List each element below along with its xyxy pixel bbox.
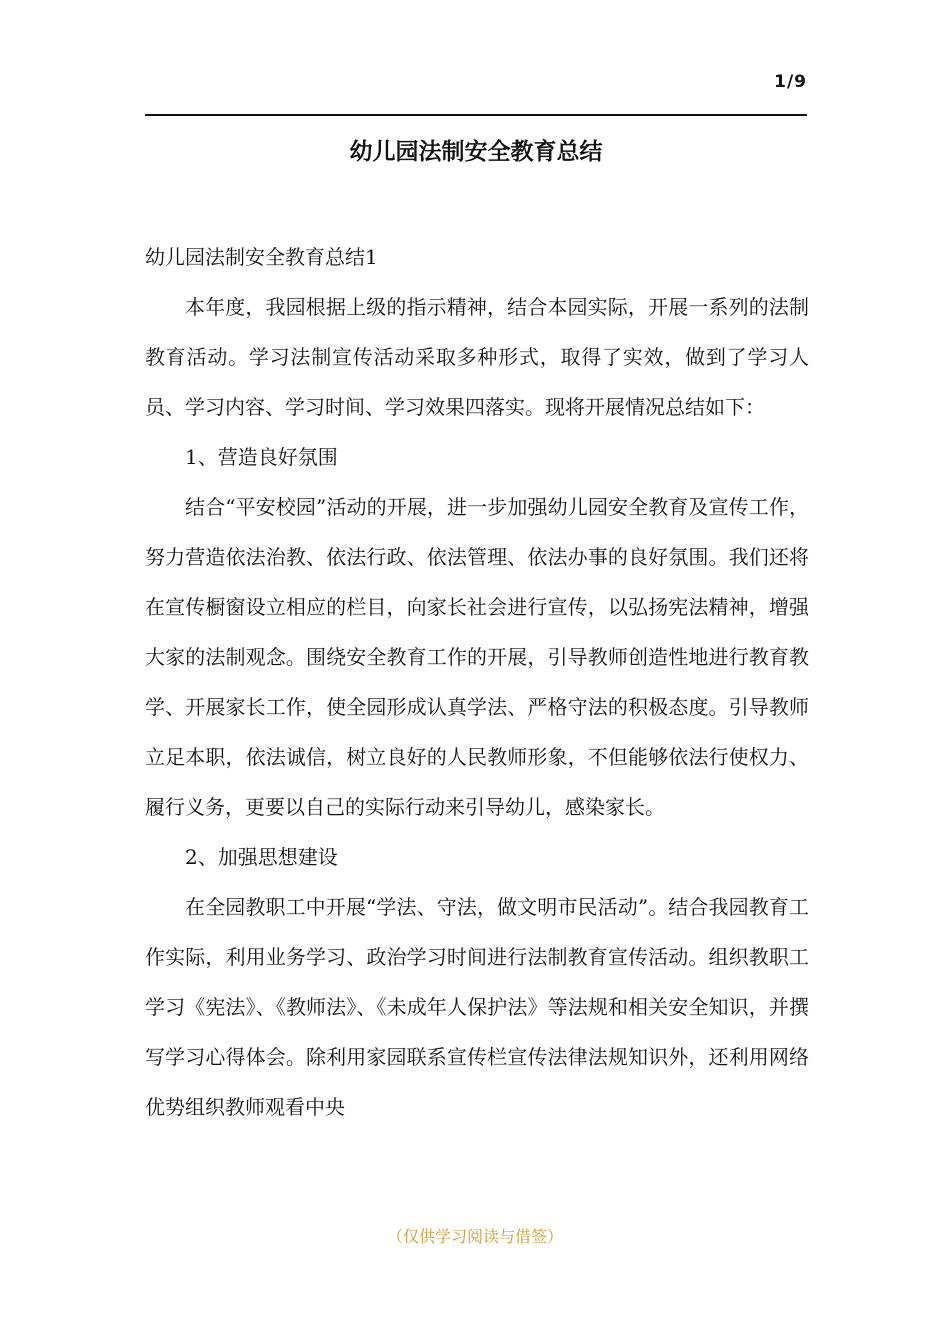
document-body (145, 232, 809, 1132)
section-heading-2: 2、加强思想建设 (185, 845, 338, 869)
section-heading-1: 1、营造良好氛围 (185, 445, 338, 469)
section-subtitle: 幼儿园法制安全教育总结1 (145, 245, 378, 269)
page-number: 1/9 (774, 72, 807, 92)
paragraph-ideology: 在全园教职工中开展“学法、守法，做文明市民活动”。结合我园教育工作实际，利用业务学习、政治学习时间进行法制教育宣传活动。组织教职工学习《宪法》、《教师法》、《未成年人保护法》等法规和相关安全知识，并撰写学习心得体会。除利用家园联系宣传栏宣传法律法规知识外，还利用网络优势组织教师观看中央 (145, 895, 809, 1119)
header-divider (145, 114, 807, 116)
document-title: 幼儿园法制安全教育总结 (349, 139, 603, 165)
footer-note: （仅供学习阅读与借签） (386, 1227, 563, 1246)
paragraph-intro: 本年度，我园根据上级的指示精神，结合本园实际，开展一系列的法制教育活动。学习法制宣传活动采取多种形式，取得了实效，做到了学习人员、学习内容、学习时间、学习效果四落实。现将开展情况总结如下： (145, 295, 809, 419)
paragraph-atmosphere: 结合“平安校园”活动的开展，进一步加强幼儿园安全教育及宣传工作，努力营造依法治教、依法行政、依法管理、依法办事的良好氛围。我们还将在宣传橱窗设立相应的栏目，向家长社会进行宣传，以弘扬宪法精神，增强大家的法制观念。围绕安全教育工作的开展，引导教师创造性地进行教育教学、开展家长工作，使全园形成认真学法、严格守法的积极态度。引导教师立足本职，依法诚信，树立良好的人民教师形象，不但能够依法行使权力、履行义务，更要以自己的实际行动来引导幼儿，感染家长。 (145, 495, 809, 819)
